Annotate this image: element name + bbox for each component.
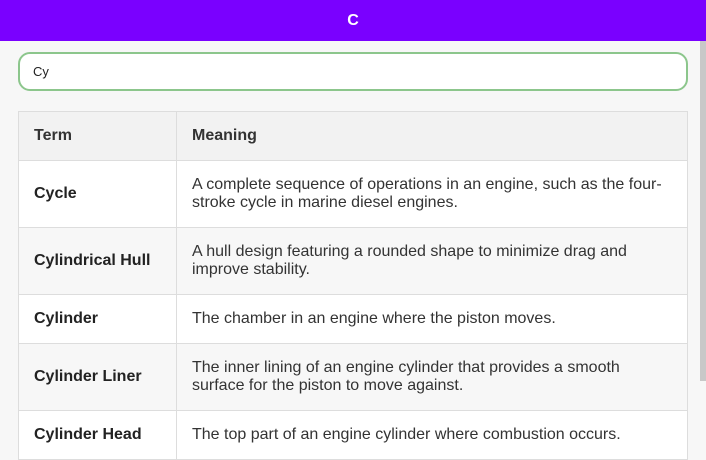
- search-input[interactable]: [18, 52, 688, 91]
- term-cell: Cylindrical Hull: [19, 228, 177, 295]
- search-bar: [0, 41, 706, 91]
- meaning-cell: A complete sequence of operations in an engine, such as the four-stroke cycle in marine diesel engines.: [177, 161, 688, 228]
- table-row: [19, 344, 688, 411]
- glossary-table: [18, 111, 688, 460]
- glossary-table-container: [18, 111, 688, 460]
- term-cell: Cylinder Liner: [19, 344, 177, 411]
- meaning-cell: The top part of an engine cylinder where combustion occurs.: [177, 411, 688, 460]
- table-row: [19, 228, 688, 295]
- meaning-cell: A hull design featuring a rounded shape to minimize drag and improve stability.: [177, 228, 688, 295]
- page-title: C: [347, 11, 359, 29]
- term-cell: Cylinder: [19, 295, 177, 344]
- term-cell: Cylinder Head: [19, 411, 177, 460]
- column-header-term: Term: [19, 112, 177, 161]
- meaning-cell: The chamber in an engine where the piston moves.: [177, 295, 688, 344]
- table-row: [19, 161, 688, 228]
- table-header-row: [19, 112, 688, 161]
- column-header-meaning: Meaning: [177, 112, 688, 161]
- scrollbar[interactable]: [700, 41, 706, 381]
- table-row: [19, 411, 688, 460]
- meaning-cell: The inner lining of an engine cylinder that provides a smooth surface for the piston to move against.: [177, 344, 688, 411]
- page-header: [0, 0, 706, 41]
- term-cell: Cycle: [19, 161, 177, 228]
- table-row: [19, 295, 688, 344]
